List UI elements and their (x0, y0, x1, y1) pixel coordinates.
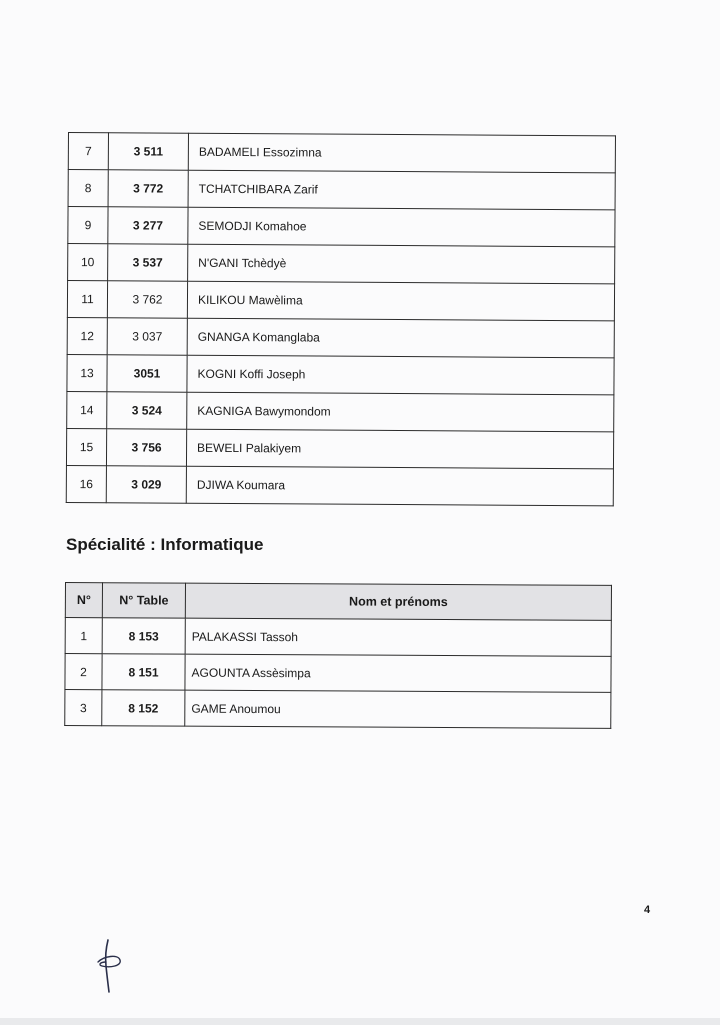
table-row (68, 207, 615, 247)
row-number: 11 (67, 281, 107, 318)
table-header-row (65, 583, 611, 621)
table-row (67, 354, 614, 394)
row-number: 8 (68, 170, 108, 207)
table-row (65, 654, 611, 693)
table-number: 3 756 (106, 429, 186, 466)
row-number: 16 (66, 465, 106, 502)
header-name: Nom et prénoms (185, 583, 611, 620)
table-row (68, 133, 615, 173)
signature-mark (94, 938, 134, 994)
table-number: 3 524 (107, 392, 187, 429)
candidates-table-continued (66, 132, 616, 506)
row-number: 3 (65, 690, 102, 726)
table-number: 3 277 (108, 207, 188, 244)
table-row (67, 281, 614, 321)
candidate-name: N'GANI Tchèdyè (188, 244, 615, 284)
table-row (66, 428, 613, 468)
table-row (68, 170, 615, 210)
candidate-name: KOGNI Koffi Joseph (187, 355, 614, 395)
row-number: 9 (68, 207, 108, 244)
table-number: 8 153 (102, 618, 185, 654)
header-table-number: N° Table (102, 583, 185, 618)
table-row (65, 618, 611, 657)
candidate-name: TCHATCHIBARA Zarif (188, 170, 615, 210)
table-number: 3 772 (108, 170, 188, 207)
page-number: 4 (644, 904, 651, 916)
table-number: 3 511 (108, 133, 188, 170)
section-title: Spécialité : Informatique (66, 535, 264, 554)
table-row (65, 690, 611, 729)
row-number: 1 (65, 618, 102, 654)
table-number: 3 029 (106, 466, 186, 503)
table-row (68, 244, 615, 284)
row-number: 2 (65, 654, 102, 690)
row-number: 15 (66, 428, 106, 465)
candidate-name: PALAKASSI Tassoh (185, 618, 611, 656)
row-number: 12 (67, 317, 107, 354)
table-number: 8 152 (102, 690, 185, 726)
informatique-table (64, 582, 612, 729)
candidate-name: SEMODJI Komahoe (188, 207, 615, 247)
candidate-name: BEWELI Palakiyem (186, 429, 613, 469)
table-number: 3 037 (107, 318, 187, 355)
table-number: 3051 (107, 355, 187, 392)
candidate-name: GNANGA Komanglaba (187, 318, 614, 358)
candidate-name: GAME Anoumou (185, 690, 611, 728)
table-number: 8 151 (102, 654, 185, 690)
row-number: 13 (67, 354, 107, 391)
candidate-name: KILIKOU Mawèlima (187, 281, 614, 321)
table-number: 3 762 (107, 281, 187, 318)
candidate-name: KAGNIGA Bawymondom (187, 392, 614, 432)
row-number: 10 (68, 244, 108, 281)
table-number: 3 537 (108, 244, 188, 281)
header-number: N° (65, 583, 102, 618)
row-number: 7 (68, 133, 108, 170)
table-row (66, 465, 613, 505)
row-number: 14 (67, 391, 107, 428)
candidate-name: DJIWA Koumara (186, 466, 613, 506)
candidate-name: AGOUNTA Assèsimpa (185, 654, 611, 692)
table-row (67, 391, 614, 431)
candidate-name: BADAMELI Essozimna (188, 133, 615, 173)
table-row (67, 317, 614, 357)
